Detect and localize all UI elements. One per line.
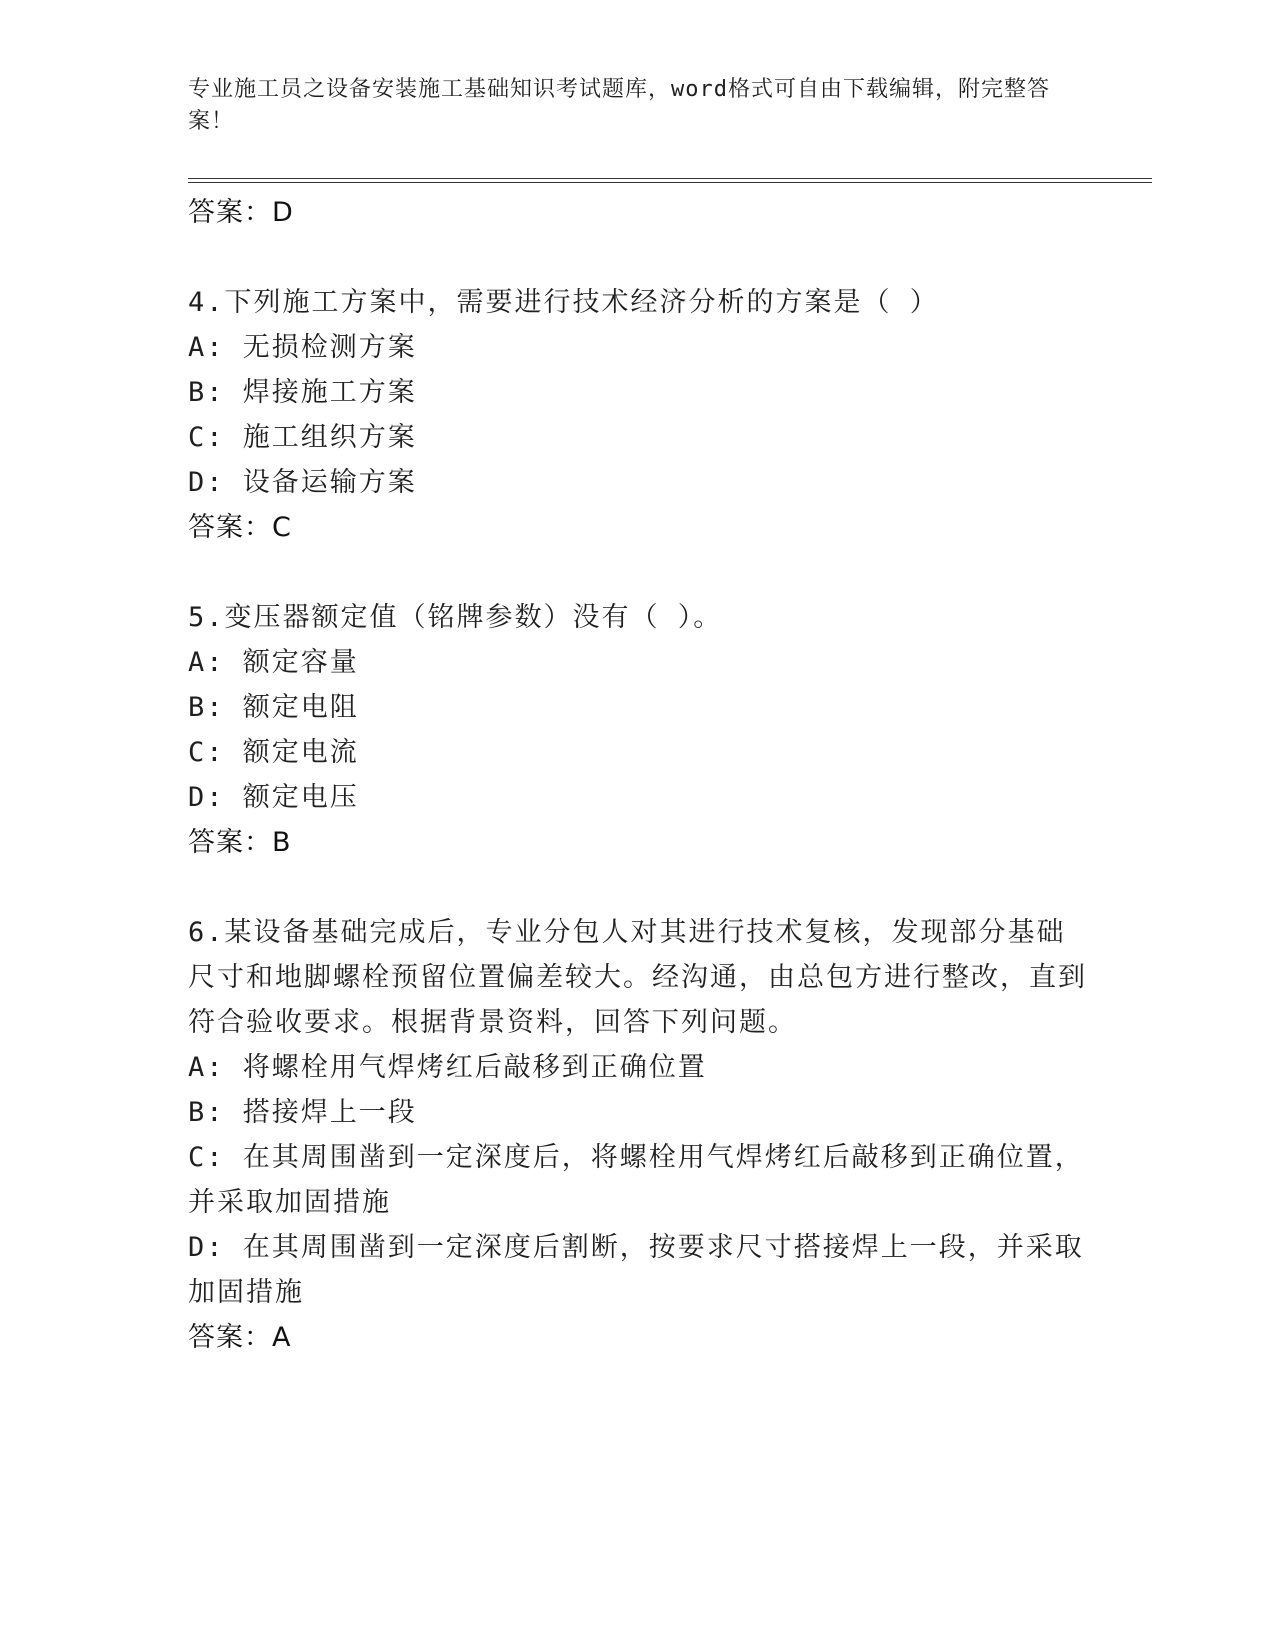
option-b: B: 搭接焊上一段 [188,1097,417,1128]
question-4 [188,280,1088,551]
question-text: 4.下列施工方案中，需要进行技术经济分析的方案是（ ） [188,287,939,318]
question-text: 6.某设备基础完成后，专业分包人对其进行技术复核，发现部分基础尺寸和地脚螺栓预留位置偏差较大。经沟通，由总包方进行整改，直到符合验收要求。根据背景资料，回答下列问题。 [188,917,1087,1038]
option-a: A: 将螺栓用气焊烤红后敲移到正确位置 [188,1052,707,1083]
option-d: D: 额定电压 [188,782,359,813]
option-b: B: 额定电阻 [188,692,359,723]
option-c: C: 施工组织方案 [188,422,417,453]
answer-label: 答案：C [188,512,292,543]
question-6 [188,910,1088,1361]
option-c: C: 在其周围凿到一定深度后，将螺栓用气焊烤红后敲移到正确位置，并采取加固措施 [188,1142,1084,1218]
question-list [188,190,1088,1361]
option-a: A: 无损检测方案 [188,332,417,363]
question-5 [188,595,1088,866]
option-a: A: 额定容量 [188,647,359,678]
header-divider [188,178,1152,183]
answer-label: 答案：D [188,197,294,228]
option-d: D: 在其周围凿到一定深度后割断，按要求尺寸搭接焊上一段，并采取加固措施 [188,1232,1084,1308]
question-text: 5.变压器额定值（铭牌参数）没有（ ）。 [188,602,723,633]
option-c: C: 额定电流 [188,737,359,768]
answer-label: 答案：A [188,1322,292,1353]
document-header: 专业施工员之设备安装施工基础知识考试题库，word格式可自由下载编辑，附完整答案！ [188,77,1050,134]
option-d: D: 设备运输方案 [188,467,417,498]
option-b: B: 焊接施工方案 [188,377,417,408]
answer-label: 答案：B [188,827,292,858]
